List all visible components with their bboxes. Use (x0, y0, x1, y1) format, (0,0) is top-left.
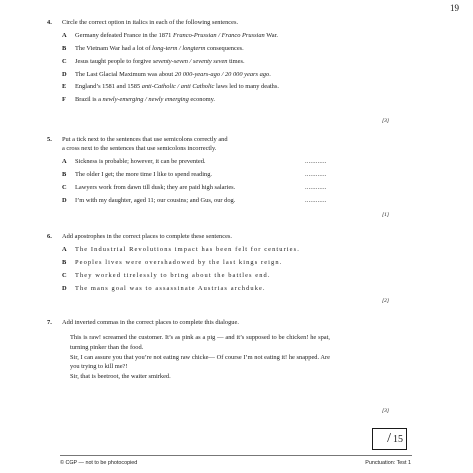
q5-item-a: A Sickness is probable; however, it can be prevented. ............ (62, 158, 327, 166)
answer-space[interactable]: ............ (305, 158, 327, 166)
question-4 (47, 18, 412, 105)
answer-space[interactable]: ............ (305, 183, 327, 191)
question-instruction: Add apostrophes in the correct places to complete these sentences. (62, 233, 233, 240)
question-instruction: Circle the correct option in italics in each of the following sentences. (62, 19, 239, 26)
q6-marks: [2] (381, 298, 389, 304)
dialogue-paragraph: Sir, that is beetroot, the waiter smirked. (70, 372, 171, 380)
q5-marks: [1] (381, 212, 389, 218)
question-5 (47, 135, 412, 205)
question-instruction: Add inverted commas in the correct places to complete this dialogue. (62, 319, 239, 326)
slash-glyph: / (387, 431, 391, 446)
q4-item-d: D The Last Glacial Maximum was about 20 000-years-ago / 20 000 years ago. (62, 70, 271, 78)
q5-item-d: D I’m with my daughter, aged 11; our cousins; and Gus, our dog. ............ (62, 196, 327, 204)
q4-item-c: C Jesus taught people to forgive seventy-seven / seventy seven times. (62, 57, 245, 65)
page-number: 19 (450, 3, 459, 13)
q5-item-c: C Lawyers work from dawn till dusk; they are paid high salaries. ............ (62, 183, 327, 191)
q4-marks: [3] (381, 118, 389, 124)
q6-item-d: D The mans goal was to assassinate Austrias archduke. (62, 284, 266, 292)
question-instruction: Put a tick next to the sentences that use semicolons correctly and (62, 136, 228, 143)
dialogue-paragraph: Sir, I can assure you that you’re not eating raw chicke— Of course I’m not eating it! he snapped. Are you trying to kill me?! (70, 353, 330, 371)
q4-item-e: E England’s 1581 and 1585 anti-Catholic / anti Catholic laws led to many deaths. (62, 83, 279, 91)
q5-items (62, 157, 412, 205)
q4-item-f: F Brazil is a newly-emerging / newly emerging economy. (62, 96, 216, 104)
score-box (372, 428, 407, 450)
q6-item-a: A The Industrial Revolutions impact has been felt for centuries. (62, 245, 300, 253)
question-number: 4. (47, 19, 52, 26)
question-instruction: a cross next to the sentences that use semicolons incorrectly. (62, 145, 217, 153)
footer-copyright: © CGP — not to be photocopied (60, 460, 138, 466)
score-total: 15 (393, 433, 403, 445)
q4-item-b: B The Vietnam War had a lot of long-term / longterm consequences. (62, 44, 244, 52)
q5-item-b: B The older I get; the more time I like to spend reading. ............ (62, 171, 327, 179)
dialogue-passage[interactable] (62, 333, 330, 381)
footer-test-label: Punctuation: Test 1 (365, 460, 411, 466)
q6-item-c: C They worked tirelessly to bring about the battles end. (62, 271, 271, 279)
question-number: 7. (47, 319, 52, 326)
q7-marks: [3] (381, 408, 389, 414)
footer-divider (60, 455, 412, 456)
answer-space[interactable]: ............ (305, 196, 327, 204)
q4-items (62, 31, 412, 105)
question-6 (47, 232, 412, 293)
answer-space[interactable]: ............ (305, 171, 327, 179)
question-7 (47, 318, 412, 381)
q4-item-a: A Germany defeated France in the 1871 Franco-Prussian / Franco Prussian War. (62, 31, 278, 39)
q6-items (62, 245, 412, 293)
dialogue-paragraph: This is raw! screamed the customer. It’s as pink as a pig — and it’s supposed to be chicken! he spat, turning pinker than the food. (70, 334, 330, 351)
q6-item-b: B Peoples lives were overshadowed by the last kings reign. (62, 258, 283, 266)
question-number: 6. (47, 233, 52, 240)
question-number: 5. (47, 136, 52, 143)
